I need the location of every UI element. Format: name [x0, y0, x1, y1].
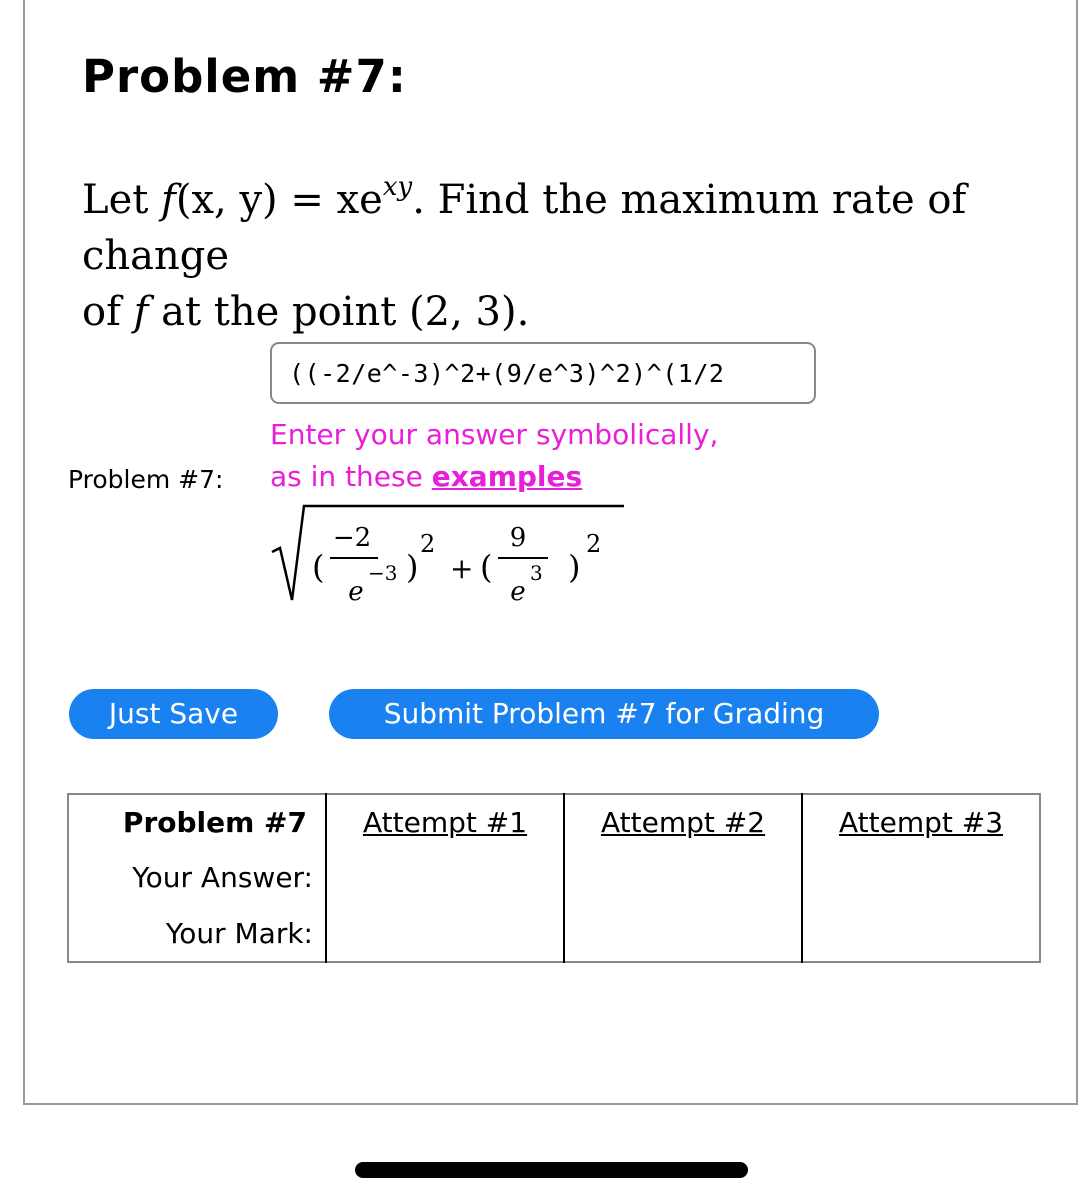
answer-input[interactable]: ((-2/e^-3)^2+(9/e^3)^2)^(1/2 [270, 342, 816, 404]
attempt-2-link[interactable]: Attempt #2 [600, 806, 766, 840]
table-cell [326, 905, 564, 962]
submit-for-grading-button[interactable]: Submit Problem #7 for Grading [329, 689, 879, 739]
attempt-1-link[interactable]: Attempt #1 [362, 806, 528, 840]
preview-rparen-1: ) [406, 548, 419, 586]
preview-num-2: 9 [509, 523, 527, 553]
answer-preview [268, 500, 628, 610]
problem-statement: Let f(x, $y) = xe^{xy}$. Find the maximum rate of change of f at the point (2, 3). [82, 172, 967, 335]
table-row [68, 905, 1040, 962]
table-cell [802, 851, 1040, 906]
table-row [68, 851, 1040, 906]
entry-hint: Enter your answer symbolically, as in these examples [270, 418, 719, 493]
preview-pow-1: 2 [420, 530, 436, 558]
table-cell [564, 905, 802, 962]
preview-pow-2: 2 [586, 530, 602, 558]
just-save-button[interactable]: Just Save [69, 689, 278, 739]
preview-rparen-2: ) [568, 548, 581, 586]
preview-plus: + [450, 552, 474, 585]
attempts-table [67, 793, 1041, 963]
preview-lparen-1: ( [312, 548, 325, 586]
attempt-3-link[interactable]: Attempt #3 [838, 806, 1004, 840]
table-cell [564, 851, 802, 906]
preview-den-base-2: e [510, 577, 526, 607]
table-cell [326, 851, 564, 906]
your-answer-label: Your Answer: [68, 851, 326, 906]
page-title: Problem #7: [82, 50, 407, 103]
preview-lparen-2: ( [480, 548, 493, 586]
preview-num-1: −2 [332, 523, 372, 553]
preview-den-exp-2: 3 [530, 561, 543, 585]
table-row [68, 794, 1040, 851]
table-cell [564, 794, 802, 851]
examples-link[interactable]: examples [431, 460, 583, 493]
your-mark-label: Your Mark: [68, 905, 326, 962]
table-cell [802, 794, 1040, 851]
table-header-problem: Problem #7 [68, 794, 326, 851]
table-cell [802, 905, 1040, 962]
table-cell [326, 794, 564, 851]
home-indicator[interactable] [355, 1162, 748, 1178]
preview-den-exp-1: −3 [368, 561, 398, 585]
preview-den-base-1: e [348, 577, 364, 607]
answer-label: Problem #7: [68, 465, 224, 494]
